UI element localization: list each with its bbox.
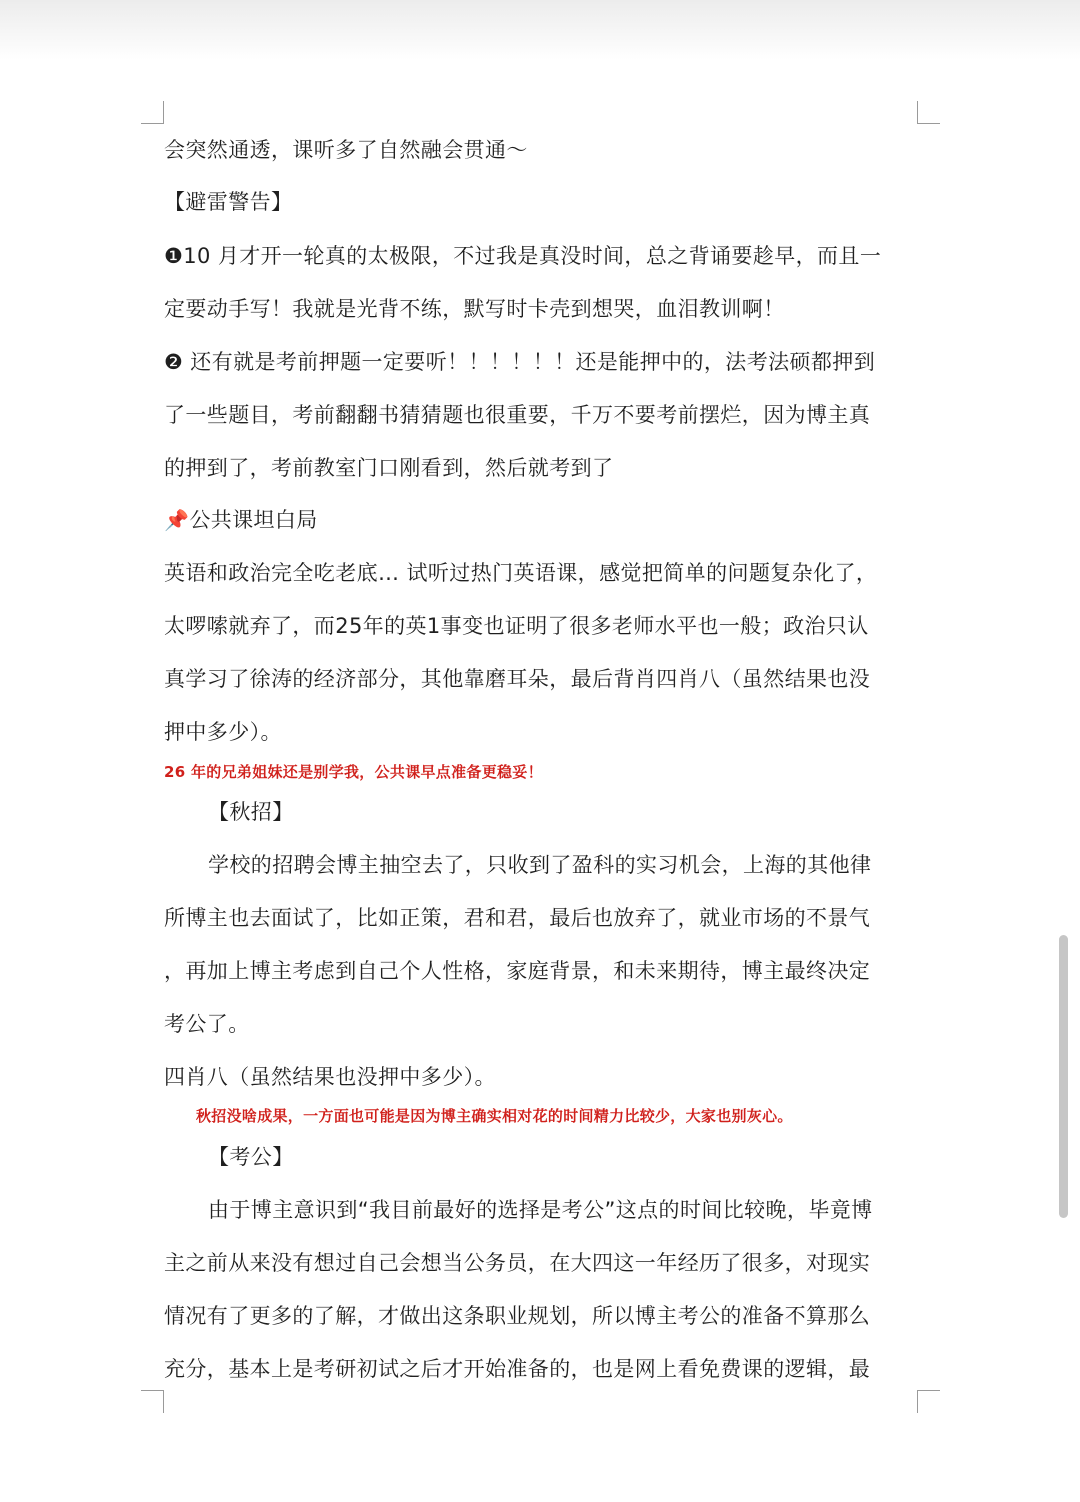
highlight-note: 秋招没啥成果，一方面也可能是因为博主确实相对花的时间精力比较少，大家也别灰心。 — [196, 1107, 793, 1125]
scrollbar-thumb[interactable] — [1059, 935, 1068, 1218]
text-line: 主之前从来没有想过自己会想当公务员，在大四这一年经历了很多，对现实 — [164, 1251, 871, 1275]
corner-mark-bottom-right — [917, 1390, 940, 1413]
text-line: 太啰嗦就弃了，而25年的英1事变也证明了很多老师水平也一般；政治只认 — [164, 614, 869, 638]
text-line: 学校的招聘会博主抽空去了，只收到了盈科的实习机会，上海的其他律 — [208, 853, 872, 877]
text-line: 情况有了更多的了解，才做出这条职业规划，所以博主考公的准备不算那么 — [164, 1304, 871, 1328]
corner-mark-top-right — [917, 101, 940, 124]
section-heading-autumn-recruitment: 【秋招】 — [208, 800, 294, 824]
text-line: ❶10 月才开一轮真的太极限，不过我是真没时间，总之背诵要趁早，而且一 — [164, 244, 882, 268]
text-line: 所博主也去面试了，比如正策，君和君，最后也放弃了，就业市场的不景气 — [164, 906, 871, 930]
text-line: 押中多少）。 — [164, 720, 282, 744]
section-heading-warning: 【避雷警告】 — [164, 190, 293, 214]
pushpin-icon: 📌 — [164, 508, 190, 532]
corner-mark-bottom-left — [141, 1390, 164, 1413]
text-line: 会突然通透，课听多了自然融会贯通～ — [164, 138, 528, 162]
text-line: 了一些题目，考前翻翻书猜猜题也很重要，千万不要考前摆烂，因为博主真 — [164, 403, 871, 427]
text-line: 英语和政治完全吃老底… 试听过热门英语课，感觉把简单的问题复杂化了， — [164, 561, 878, 585]
text-line: 充分，基本上是考研初试之后才开始准备的，也是网上看免费课的逻辑，最 — [164, 1357, 871, 1381]
text-line: 真学习了徐涛的经济部分，其他靠磨耳朵，最后背肖四肖八（虽然结果也没 — [164, 667, 871, 691]
section-heading-civil-service: 【考公】 — [208, 1145, 294, 1169]
text-line: 定要动手写！我就是光背不练，默写时卡壳到想哭，血泪教训啊！ — [164, 297, 785, 321]
corner-mark-top-left — [141, 101, 164, 124]
text-line: 的押到了，考前教室门口刚看到，然后就考到了 — [164, 456, 614, 480]
section-heading-label: 公共课坦白局 — [189, 508, 318, 532]
highlight-note: 26 年的兄弟姐妹还是别学我，公共课早点准备更稳妥！ — [164, 763, 543, 781]
text-line: 考公了。 — [164, 1012, 250, 1036]
text-line: ，再加上博主考虑到自己个人性格，家庭背景，和未来期待，博主最终决定 — [164, 959, 871, 983]
text-line: 由于博主意识到“我目前最好的选择是考公”这点的时间比较晚，毕竟博 — [208, 1198, 873, 1222]
text-line: ❷ 还有就是考前押题一定要听！！！！！！还是能押中的，法考法硕都押到 — [164, 350, 876, 374]
section-heading-public-courses — [164, 505, 318, 535]
text-line: 四肖八（虽然结果也没押中多少）。 — [164, 1065, 496, 1089]
